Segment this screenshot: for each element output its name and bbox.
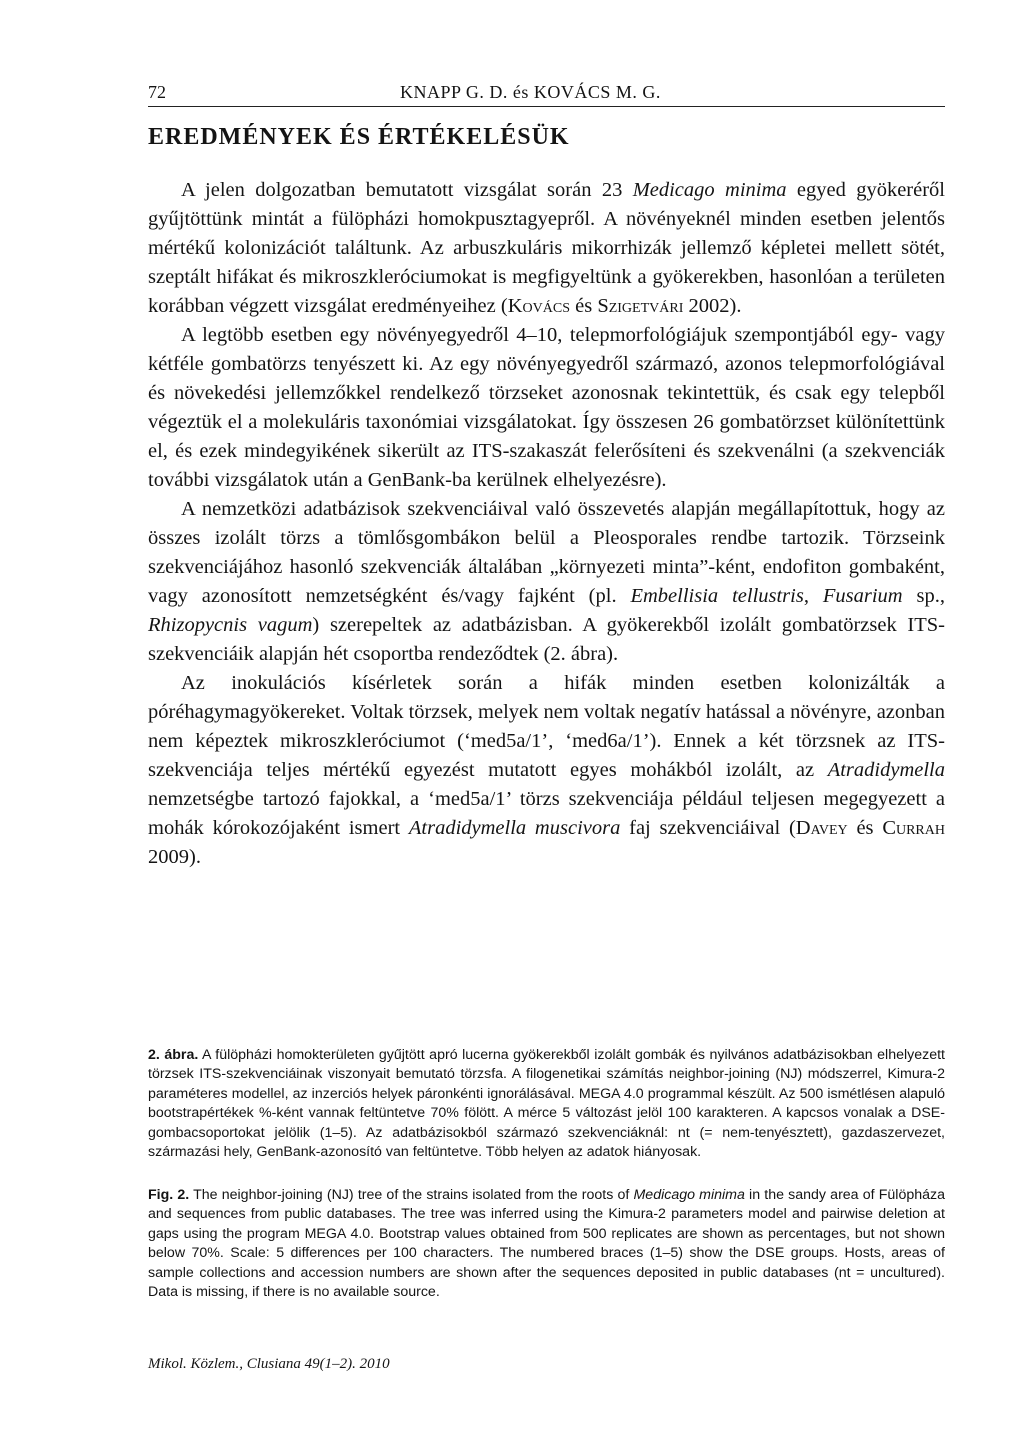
text-run: egyed gyökeréről gyűjtöttünk mintát a fülöpházi homokpusztagyepről. A növényeknél minden esetben jelentős mértékű kolonizációt találtunk. Az arbuszkuláris mikorrhizák jellemző képletei mellett sötét, szeptált hifákat és mikroszkleróciumokat is megfigyeltünk a gyökerekben, hasonlóan a területen korábban végzett vizsgálat eredményeihez (	[148, 179, 946, 317]
text-run: és	[847, 817, 883, 839]
text-run: 2009).	[148, 846, 201, 868]
paragraph-3	[148, 495, 945, 669]
caption-label: 2. ábra.	[148, 1047, 199, 1063]
species-name: Atradidymella muscivora	[408, 817, 621, 839]
text-run: és	[569, 295, 598, 317]
author-name: Szigetvári	[597, 295, 684, 317]
paragraph-2: A legtöbb esetben egy növényegyedről 4–10, telepmorfológiájuk szempontjából egy- vagy kétféle gombatörzs tenyészett ki. Az egy növényegyedről származó, azonos telepmorfológiával és növekedési jellemzőkkel rendelkező törzseket azonosnak tekintettük, és csak egy telepből végeztük el a molekuláris taxonómiai vizsgálatokat. Így összesen 26 gombatörzset különítettünk el, és ezek mindegyikének sikerült az ITS-szakaszát felerősíteni és szekvenálni (a szekvenciák további vizsgálatok után a GenBank-ba kerülnek elhelyezésre).	[148, 324, 945, 491]
running-header	[148, 82, 945, 107]
caption-paragraph	[148, 1186, 945, 1302]
species-name: Atradidymella	[827, 759, 945, 781]
journal-citation-footer: Mikol. Közlem., Clusiana 49(1–2). 2010	[148, 1356, 390, 1372]
figure-caption-english	[148, 1186, 945, 1302]
species-name: Medicago minima	[632, 179, 787, 201]
paragraph-4	[148, 669, 945, 872]
text-run: A jelen dolgozatban bemutatott vizsgálat során 23	[181, 179, 633, 201]
species-name: Fusarium	[822, 585, 903, 607]
text-run: Az inokulációs kísérletek során a hifák minden esetben kolonizálták a póréhagymagyökereket. Voltak törzsek, melyek nem voltak negatív hatással a növényre, azonban nem képeztek mikroszkleróciumot (‘med5a/1’, ‘med6a/1’). Ennek a két törzsnek az ITS-szekvenciája teljes mértékű egyezést mutatott egyes mohákból izolált, az	[148, 672, 945, 781]
body-text	[148, 176, 945, 872]
author-name: Currah	[882, 817, 945, 839]
page-number: 72	[148, 82, 166, 102]
author-name: Davey	[795, 817, 848, 839]
author-name: Kovács	[507, 295, 570, 317]
text-run: sp.,	[902, 585, 945, 607]
text-run: ,	[803, 585, 823, 607]
paragraph-1	[148, 176, 945, 321]
caption-text: A fülöpházi homokterületen gyűjtött apró lucerna gyökerekből izolált gombák és nyilvános adatbázisokban elhelyezett törzsek ITS-szekvenciáinak viszonyait bemutató törzsfa. A filogenetikai számítás neighbor-joining (NJ) módszerrel, Kimura-2 paraméteres modellel, az inzerciós helyek páronkénti ignorálásával. MEGA 4.0 programmal készült. Az 500 ismétlésen alapuló bootstrapértékek %-ként vannak feltüntetve 70% fölött. A mérce 5 változást jelöl 100 karakteren. A kapcsos vonalak a DSE-gombacsoportokat jelölik (1–5). Az adatbázisokból származó szekvenciáknál: nt (= nem-tenyésztett), gazdaszervezet, származási hely, GenBank-azonosító van feltüntetve. Több helyen az adatok hiányosak.	[148, 1047, 945, 1161]
species-name: Embellisia tellustris	[630, 585, 804, 607]
caption-paragraph	[148, 1046, 945, 1162]
species-name: Rhizopycnis vagum	[148, 614, 313, 636]
text-run: faj szekvenciáival (	[620, 817, 796, 839]
text-run: ) szerepeltek az adatbázisban. A gyökerekből izolált gombatörzsek ITS-szekvenciáik alapján hét csoportba rendeződtek (2. ábra).	[148, 614, 945, 665]
caption-text: The neighbor-joining (NJ) tree of the strains isolated from the roots of	[189, 1187, 634, 1203]
running-title: KNAPP G. D. és KOVÁCS M. G.	[400, 82, 661, 102]
text-run: 2002).	[683, 295, 742, 317]
figure-caption-hungarian	[148, 1046, 945, 1162]
caption-label: Fig. 2.	[148, 1187, 190, 1203]
caption-text: in the sandy area of Fülöpháza and sequences from public databases. The tree was inferred using the Kimura-2 parameters model and pairwise deletion at gaps using the program MEGA 4.0. Bootstrap values obtained from 500 replicates are shown as percentages, but not shown below 70%. Scale: 5 differences per 100 characters. The numbered braces (1–5) show the DSE groups. Hosts, areas of sample collections and accession numbers are shown after the sequences deposited in public databases (nt = uncultured). Data is missing, if there is no available source.	[148, 1187, 945, 1301]
species-name: Medicago minima	[633, 1187, 745, 1203]
text-run: nemzetségbe tartozó fajokkal, a ‘med5a/1’ törzs szekvenciája például teljesen megegyezett a mohák kórokozójaként ismert	[148, 788, 945, 839]
text-run: A nemzetközi adatbázisok szekvenciáival való összevetés alapján megállapítottuk, hogy az összes izolált törzs a tömlősgombákon belül a Pleosporales rendbe tartozik. Törzseink szekvenciájához hasonló szekvenciák általában „környezeti minta”-ként, endofiton gombaként, vagy azonosított nemzetségként és/vagy fajként (pl.	[148, 498, 945, 607]
section-title: EREDMÉNYEK ÉS ÉRTÉKELÉSÜK	[148, 124, 570, 150]
